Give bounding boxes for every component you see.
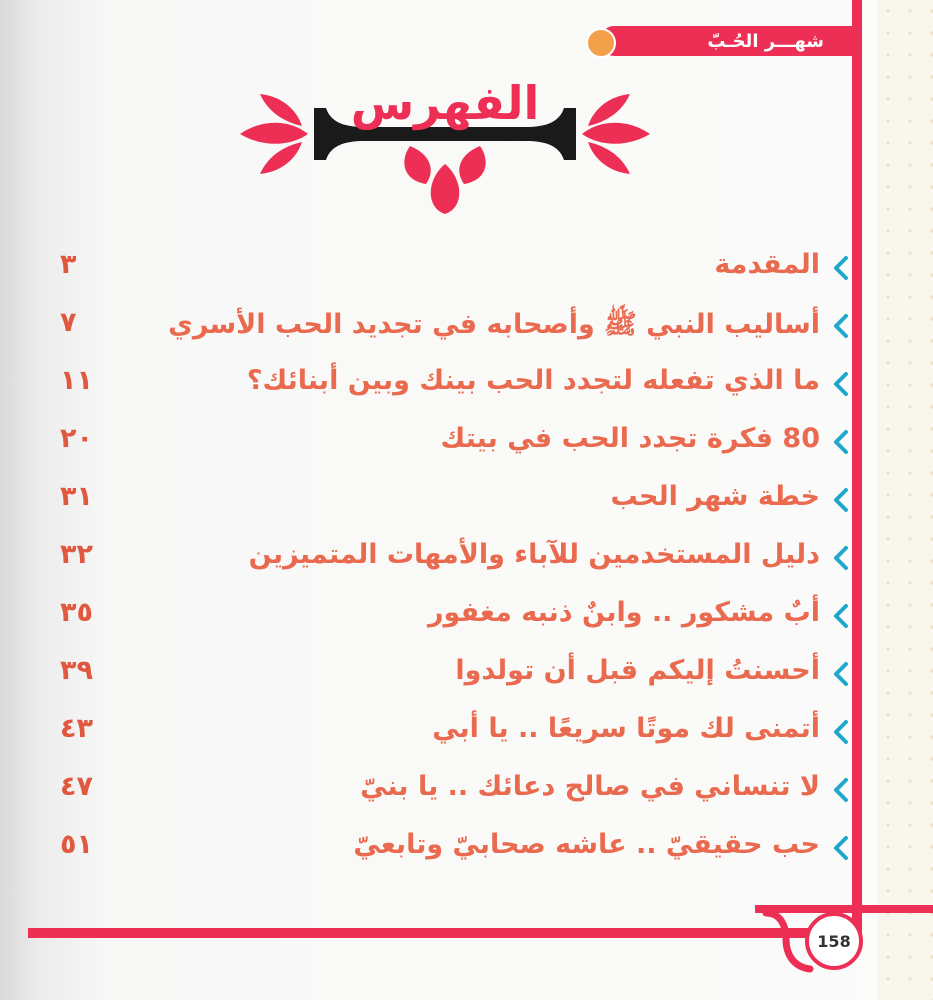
toc-item-page: ٣٩ (60, 655, 93, 686)
toc-item-page: ٤٣ (60, 713, 93, 744)
toc-item-title: ما الذي تفعله لتجدد الحب بينك وبين أبنائك؟ (246, 365, 820, 396)
toc-item[interactable] (60, 303, 850, 361)
toc-item-title: أحسنتُ إليكم قبل أن تولدوا (455, 655, 820, 686)
toc-item-page: ٥١ (60, 829, 93, 860)
toc-item[interactable] (60, 361, 850, 419)
toc-item-title: أبٌ مشكور .. وابنٌ ذنبه مغفور (428, 597, 820, 628)
frame-right-border (852, 0, 862, 928)
toc-item-page: ٣٥ (60, 597, 93, 628)
toc-item[interactable] (60, 419, 850, 477)
toc-item[interactable] (60, 593, 850, 651)
toc-item-page: ٣١ (60, 481, 93, 512)
table-of-contents (60, 245, 850, 883)
toc-item-title: 80 فكرة تجدد الحب في بيتك (440, 423, 820, 454)
chevron-left-icon (832, 429, 850, 455)
toc-item[interactable] (60, 825, 850, 883)
chevron-left-icon (832, 255, 850, 281)
chevron-left-icon (832, 487, 850, 513)
toc-item-page: ٣ (60, 249, 77, 280)
section-title: شهـــر الحُـبّ (707, 30, 824, 52)
toc-item-page: ٤٧ (60, 771, 93, 802)
toc-item-title: أتمنى لك موتًا سريعًا .. يا أبي (432, 713, 820, 744)
frame-bottom-border (28, 928, 862, 938)
chevron-left-icon (832, 545, 850, 571)
toc-item-title: أساليب النبي ﷺ وأصحابه في تجديد الحب الأسري (168, 309, 820, 340)
toc-item-title: خطة شهر الحب (610, 481, 820, 512)
toc-item[interactable] (60, 535, 850, 593)
toc-item[interactable] (60, 651, 850, 709)
chevron-left-icon (832, 835, 850, 861)
chevron-left-icon (832, 661, 850, 687)
toc-item[interactable] (60, 709, 850, 767)
page-number: 158 (805, 912, 863, 970)
toc-item-title: دليل المستخدمين للآباء والأمهات المتميزين (248, 539, 820, 570)
toc-item-title: المقدمة (714, 249, 820, 280)
toc-item[interactable] (60, 245, 850, 303)
header-tab (600, 26, 852, 56)
chevron-left-icon (832, 719, 850, 745)
chevron-left-icon (832, 603, 850, 629)
chevron-left-icon (832, 777, 850, 803)
toc-item-page: ٧ (60, 307, 77, 338)
toc-item[interactable] (60, 477, 850, 535)
toc-item-page: ٣٢ (60, 539, 93, 570)
toc-item-title: لا تنساني في صالح دعائك .. يا بنيّ (360, 771, 820, 802)
header-dot-icon (586, 28, 616, 58)
toc-item-title: حب حقيقيّ .. عاشه صحابيّ وتابعيّ (353, 829, 820, 860)
dotted-margin (877, 0, 933, 1000)
chevron-left-icon (832, 313, 850, 339)
toc-item[interactable] (60, 767, 850, 825)
toc-item-page: ١١ (60, 365, 93, 396)
toc-item-page: ٢٠ (60, 423, 93, 454)
page-title: الفهرس (350, 76, 540, 130)
chevron-left-icon (832, 371, 850, 397)
